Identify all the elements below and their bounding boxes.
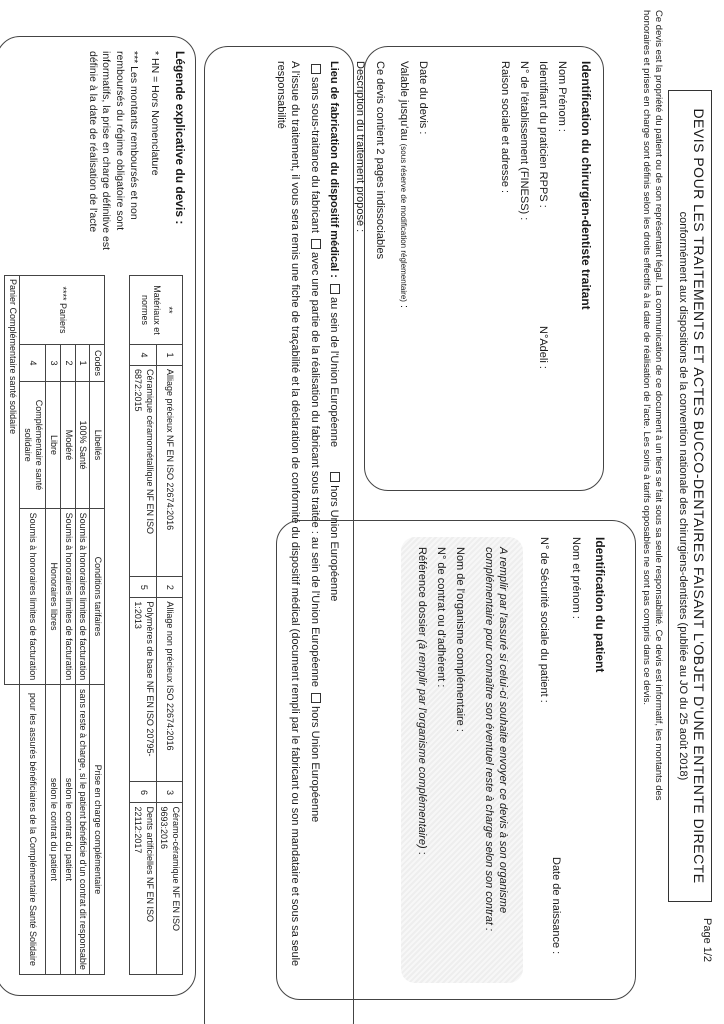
- subcontract-checkbox[interactable]: [311, 239, 321, 249]
- material-code: 4: [130, 345, 156, 366]
- materials-row: [130, 276, 156, 975]
- legend-hn: * HN = Hors Nomenclature: [149, 51, 162, 176]
- basket-code: 2: [60, 345, 75, 382]
- legend-section: [0, 36, 196, 996]
- document-title: DEVIS POUR LES TRAITEMENTS ET ACTES BUCCO-DENTAIRES FAISANT L'OBJET D'UNE ENTENTE DIRECTE: [691, 108, 707, 884]
- contract-number-field[interactable]: N° de contrat ou d'adhérent :: [434, 547, 447, 688]
- legend-heading: Légende explicative du devis :: [173, 51, 187, 225]
- patient-name-field: Nom et prénom :: [570, 537, 583, 619]
- table-row: [19, 276, 45, 975]
- eu-option-label: au sein de l'Union Européenne: [328, 297, 340, 448]
- table-row: [46, 276, 61, 975]
- table-row: [5, 276, 20, 975]
- material-label: Céramique céramométallique NF EN ISO 6872:2015: [130, 366, 156, 577]
- complementary-instruction: A remplir par l'assuré si celui-ci souhaite envoyer ce devis à son organisme complémentaire pour connaître son éventuel reste à charge selon son contrat :: [482, 547, 509, 932]
- subcontract-label: avec une partie de la réalisation du fabricant sous traitée : au sein de l'Union Européenne: [308, 251, 321, 688]
- material-label: Céramo-céramique NF EN ISO 9693:2016: [156, 803, 182, 975]
- basket-label: 100% Santé: [75, 382, 90, 509]
- non-eu-checkbox[interactable]: [330, 472, 340, 482]
- baskets-header: Codes: [90, 345, 105, 382]
- birthdate-field[interactable]: Date de naissance :: [550, 857, 563, 955]
- table-row: [75, 276, 90, 975]
- subcontract-non-eu-label: hors Union Européenne: [308, 706, 321, 823]
- intro-notice: [640, 10, 664, 1014]
- material-code: 5: [130, 577, 156, 598]
- document-subtitle: conformément aux dispositions de la convention nationale des chirurgiens-dentistes (publiée au JO du 25 août 2018): [676, 211, 689, 781]
- intro-line: honoraires et prises en charge sont définis selon les droits effectifs à la date de réalisation de l'acte. Les soins à tarifs opposables ne sont pas compris dans ce devis.: [641, 10, 653, 706]
- legend-text: [77, 51, 187, 276]
- material-code: 2: [156, 577, 182, 598]
- dentist-name-field[interactable]: Nom Prénom :: [556, 61, 569, 132]
- no-subcontract-label: sans sous-traitance du fabricant: [308, 77, 321, 233]
- basket-pricing: Honoraires libres: [46, 509, 61, 685]
- patient-name-row[interactable]: [550, 537, 583, 983]
- material-code: 1: [156, 345, 182, 366]
- intro-line: Ce devis est la propriété du patient ou de son représentant légal. La communication de ce document à un tiers se fait sous sa seule responsabilité. Ce devis est informatif, les montants des: [653, 10, 664, 801]
- valid-until-colon: :: [397, 305, 410, 309]
- materials-rowhead-mark: **: [163, 306, 174, 314]
- dentist-section: [354, 46, 604, 491]
- legend-amounts: *** Les montants remboursés et non remboursés du régime obligatoire sont informatifs, la prise en charge définitive est définie à la date de réalisation de l'acte: [86, 51, 140, 251]
- file-reference-label: Référence dossier: [415, 547, 428, 637]
- basket-code: 4: [19, 345, 45, 382]
- quote-date-field[interactable]: Date du devis :: [417, 61, 430, 135]
- material-label: Alliage non précieux ISO 22674:2016: [156, 598, 182, 782]
- page-number: Page 1/2: [701, 918, 713, 963]
- pages-notice: Ce devis contient 2 pages indissociables: [373, 61, 386, 260]
- material-label: Polymères de base NF EN ISO 20795-1:2013: [130, 598, 156, 782]
- address-field[interactable]: Raison sociale et adresse :: [498, 61, 511, 194]
- basket-pricing: Soumis à honoraires limites de facturation: [19, 509, 45, 685]
- basket-coverage: sans reste à charge, si le patient bénéficie d'un contrat dit responsable: [75, 684, 90, 974]
- baskets-header-row: [90, 276, 105, 975]
- file-reference-colon: :: [415, 851, 428, 855]
- manufacturing-row: [327, 61, 341, 1024]
- basket-label: Complémentaire santé solidaire: [19, 382, 45, 509]
- basket-coverage: selon le contrat du patient: [46, 684, 61, 974]
- subcontracting-row: [307, 61, 321, 1024]
- baskets-header: Prise en charge complémentaire: [90, 684, 105, 974]
- basket-label: Libre: [46, 382, 61, 509]
- materials-row: [156, 276, 182, 975]
- materials-rowhead: [130, 276, 183, 345]
- basket-coverage: pour les assurés bénéficiaires de la Complémentaire Santé Solidaire: [19, 684, 45, 974]
- rpps-label: Identifiant du praticien RPPS :: [537, 61, 550, 208]
- patient-heading: Identification du patient: [593, 537, 607, 673]
- basket-label: Modéré: [60, 382, 75, 509]
- materials-table: [129, 275, 183, 975]
- valid-until-field[interactable]: [397, 61, 411, 476]
- baskets-rowhead: **** Paniers: [19, 276, 104, 345]
- basket-footer: Panier Complémentaire santé solidaire: [5, 276, 20, 685]
- valid-until-label: Valable jusqu'au: [397, 61, 410, 141]
- no-subcontract-checkbox[interactable]: [311, 64, 321, 74]
- dentist-heading: Identification du chirurgien-dentiste traitant: [579, 61, 593, 310]
- subcontract-non-eu-checkbox[interactable]: [311, 693, 321, 703]
- materials-rowhead-label: Matériaux et normes: [140, 285, 162, 335]
- non-eu-option-label: hors Union Européenne: [328, 485, 340, 602]
- material-code: 3: [156, 782, 182, 803]
- title-box: [668, 90, 712, 902]
- eu-checkbox[interactable]: [330, 284, 340, 294]
- social-security-field[interactable]: N° de Sécurité sociale du patient :: [538, 537, 551, 703]
- basket-code: 3: [46, 345, 61, 382]
- manufacturing-heading: Lieu de fabrication du dispositif médical :: [328, 61, 340, 278]
- complementary-area: [401, 537, 522, 983]
- material-code: 6: [130, 782, 156, 803]
- table-row: [60, 276, 75, 975]
- basket-pricing: Soumis à honoraires limites de facturation: [75, 509, 90, 685]
- insurer-name-field[interactable]: Nom de l'organisme complémentaire :: [454, 547, 467, 732]
- file-reference-field[interactable]: [414, 547, 428, 973]
- basket-pricing: Soumis à honoraires limites de facturation: [60, 509, 75, 685]
- finess-field[interactable]: N° de l'établissement (FINESS) :: [517, 61, 530, 221]
- material-label: Alliage précieux NF EN ISO 22674:2016: [156, 366, 182, 577]
- traceability-notice: A l'issue du traitement, il vous sera remis une fiche de traçabilité et la déclaration de conformité du dispositif médical (document rempli par le fabricant ou son mandataire et sous sa seule responsabilité: [275, 61, 302, 967]
- baskets-header: Libellés: [90, 382, 105, 509]
- basket-coverage: selon le contrat du patient: [60, 684, 75, 974]
- file-reference-note: (à remplir par l'organisme complémentaire): [415, 639, 428, 849]
- valid-until-note: (sous réserve de modification réglementaire): [398, 143, 408, 302]
- material-label: Dents artificielles NF EN ISO 22112:2017: [130, 803, 156, 975]
- basket-code: 1: [75, 345, 90, 382]
- baskets-header: Conditions tarifaires: [90, 509, 105, 685]
- treatment-description-field[interactable]: Description du traitement proposé :: [354, 61, 367, 233]
- rpps-field[interactable]: [536, 61, 550, 476]
- adeli-field[interactable]: N°Adeli :: [537, 326, 550, 369]
- manufacturing-section: [204, 46, 354, 1024]
- baskets-table: [4, 275, 105, 975]
